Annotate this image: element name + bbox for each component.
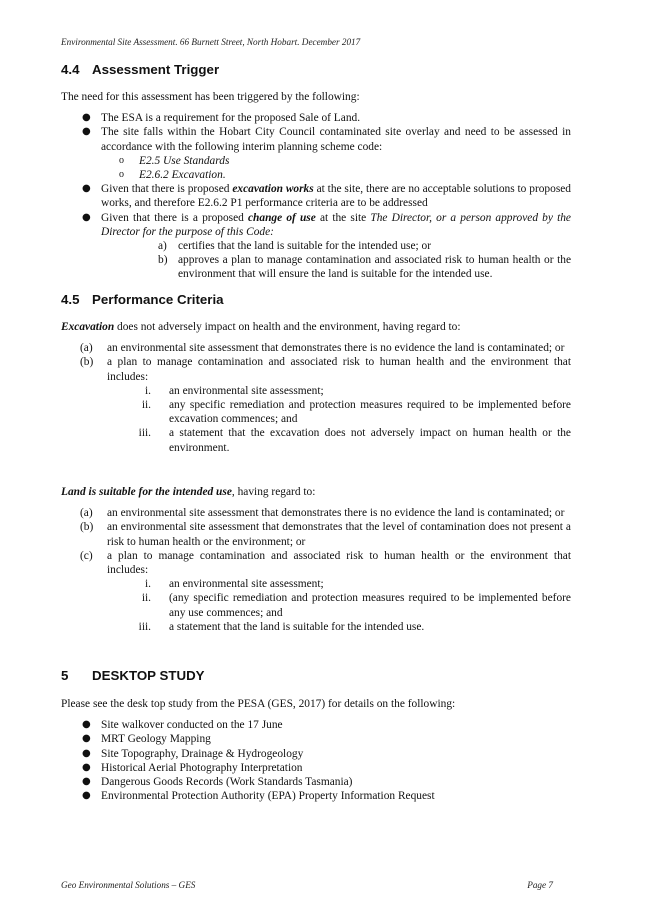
section-heading-5: [61, 668, 205, 684]
lettered-item: (c) a plan to manage contamination and associated risk to human health or the environment that includes:: [80, 549, 571, 577]
bullet-item: ● The ESA is a requirement for the proposed Sale of Land.: [82, 112, 361, 125]
section-title: Assessment Trigger: [92, 62, 220, 77]
section-number: 5: [61, 668, 69, 683]
bullet-item: ● MRT Geology Mapping: [82, 733, 211, 746]
bullet-item: ● The site falls within the Hobart City Council contaminated site overlay and need to be assessed in accordance with the following interim planning scheme code:: [82, 126, 571, 153]
bullet-icon: ●: [82, 790, 91, 802]
lettered-item: (b) a plan to manage contamination and associated risk to human health and the environment that includes:: [80, 356, 571, 383]
bullet-icon: ●: [82, 211, 91, 223]
bullet-icon: ●: [82, 126, 91, 138]
land-suitability-criteria: [61, 485, 571, 634]
bullet-item: ● Site Topography, Drainage & Hydrogeology: [82, 747, 304, 760]
excavation-criteria: [61, 320, 571, 455]
bullet-item: ● Given that there is a proposed change of use at the site The Director, or a person approved by the Director for the purpose of this Code:: [82, 211, 571, 238]
bullet-item: ● Historical Aerial Photography Interpretation: [82, 761, 303, 774]
bullet-item: ● Dangerous Goods Records (Work Standards Tasmania): [82, 776, 353, 789]
section-title: DESKTOP STUDY: [92, 668, 205, 683]
section-5-body: [61, 697, 571, 803]
section-heading-4-5: [61, 292, 224, 308]
bullet-icon: ●: [82, 183, 91, 195]
bullet-icon: ●: [82, 776, 91, 788]
lettered-item: (a) an environmental site assessment that demonstrates there is no evidence the land is contaminated; or: [80, 507, 565, 520]
section-4-4-body: [61, 90, 571, 282]
paragraph: Land is suitable for the intended use, having regard to:: [61, 486, 316, 498]
roman-item: ii. any specific remediation and protection measures required to be implemented before excavation commences; and: [141, 399, 571, 426]
lettered-item: b) approves a plan to manage contamination and associated risk to human health or the environment that will ensure the land is suitable for the intended use.: [158, 254, 571, 281]
bullet-item: ● Environmental Protection Authority (EPA) Property Information Request: [82, 790, 435, 803]
running-footer-left: Geo Environmental Solutions – GES: [61, 880, 196, 890]
running-header: Environmental Site Assessment. 66 Burnett Street, North Hobart. December 2017: [61, 37, 361, 47]
lettered-item: (b) an environmental site assessment that demonstrates that the level of contamination does not present a risk to human health or the environment; or: [80, 521, 571, 548]
bullet-icon: ●: [82, 733, 91, 745]
sub-bullet-item: o E2.6.2 Excavation.: [119, 169, 226, 182]
section-heading-4-4: [61, 62, 219, 78]
section-number: 4.5: [61, 292, 80, 307]
circle-bullet-icon: o: [119, 154, 124, 166]
lettered-item: a) certifies that the land is suitable for the intended use; or: [158, 240, 432, 253]
paragraph: Please see the desk top study from the PESA (GES, 2017) for details on the following:: [61, 698, 456, 710]
paragraph: The need for this assessment has been triggered by the following:: [61, 91, 360, 103]
circle-bullet-icon: o: [119, 169, 124, 181]
section-title: Performance Criteria: [92, 292, 224, 307]
bullet-icon: ●: [82, 112, 91, 124]
bullet-item: ● Given that there is proposed excavation works at the site, there are no acceptable solutions to proposed works, and therefore E2.6.2 P1 performance criteria are to be addressed: [82, 183, 572, 210]
roman-item: iii. a statement that the land is suitable for the intended use.: [138, 620, 425, 633]
bullet-icon: ●: [82, 761, 91, 773]
page-number: Page 7: [527, 880, 553, 890]
section-number: 4.4: [61, 62, 80, 77]
bullet-item: ● Site walkover conducted on the 17 June: [82, 719, 283, 732]
sub-bullet-item: o E2.5 Use Standards: [119, 154, 230, 167]
roman-item: i. an environmental site assessment;: [144, 578, 324, 591]
bullet-icon: ●: [82, 747, 91, 759]
roman-item: ii. (any specific remediation and protection measures required to be implemented before any use commences; and: [141, 592, 571, 619]
paragraph: Excavation does not adversely impact on health and the environment, having regard to:: [61, 321, 461, 333]
roman-item: i. an environmental site assessment;: [144, 384, 324, 397]
lettered-item: (a) an environmental site assessment that demonstrates there is no evidence the land is contaminated; or: [80, 342, 565, 355]
roman-item: iii. a statement that the excavation does not adversely impact on human health or the environment.: [138, 427, 571, 454]
bullet-icon: ●: [82, 719, 91, 731]
